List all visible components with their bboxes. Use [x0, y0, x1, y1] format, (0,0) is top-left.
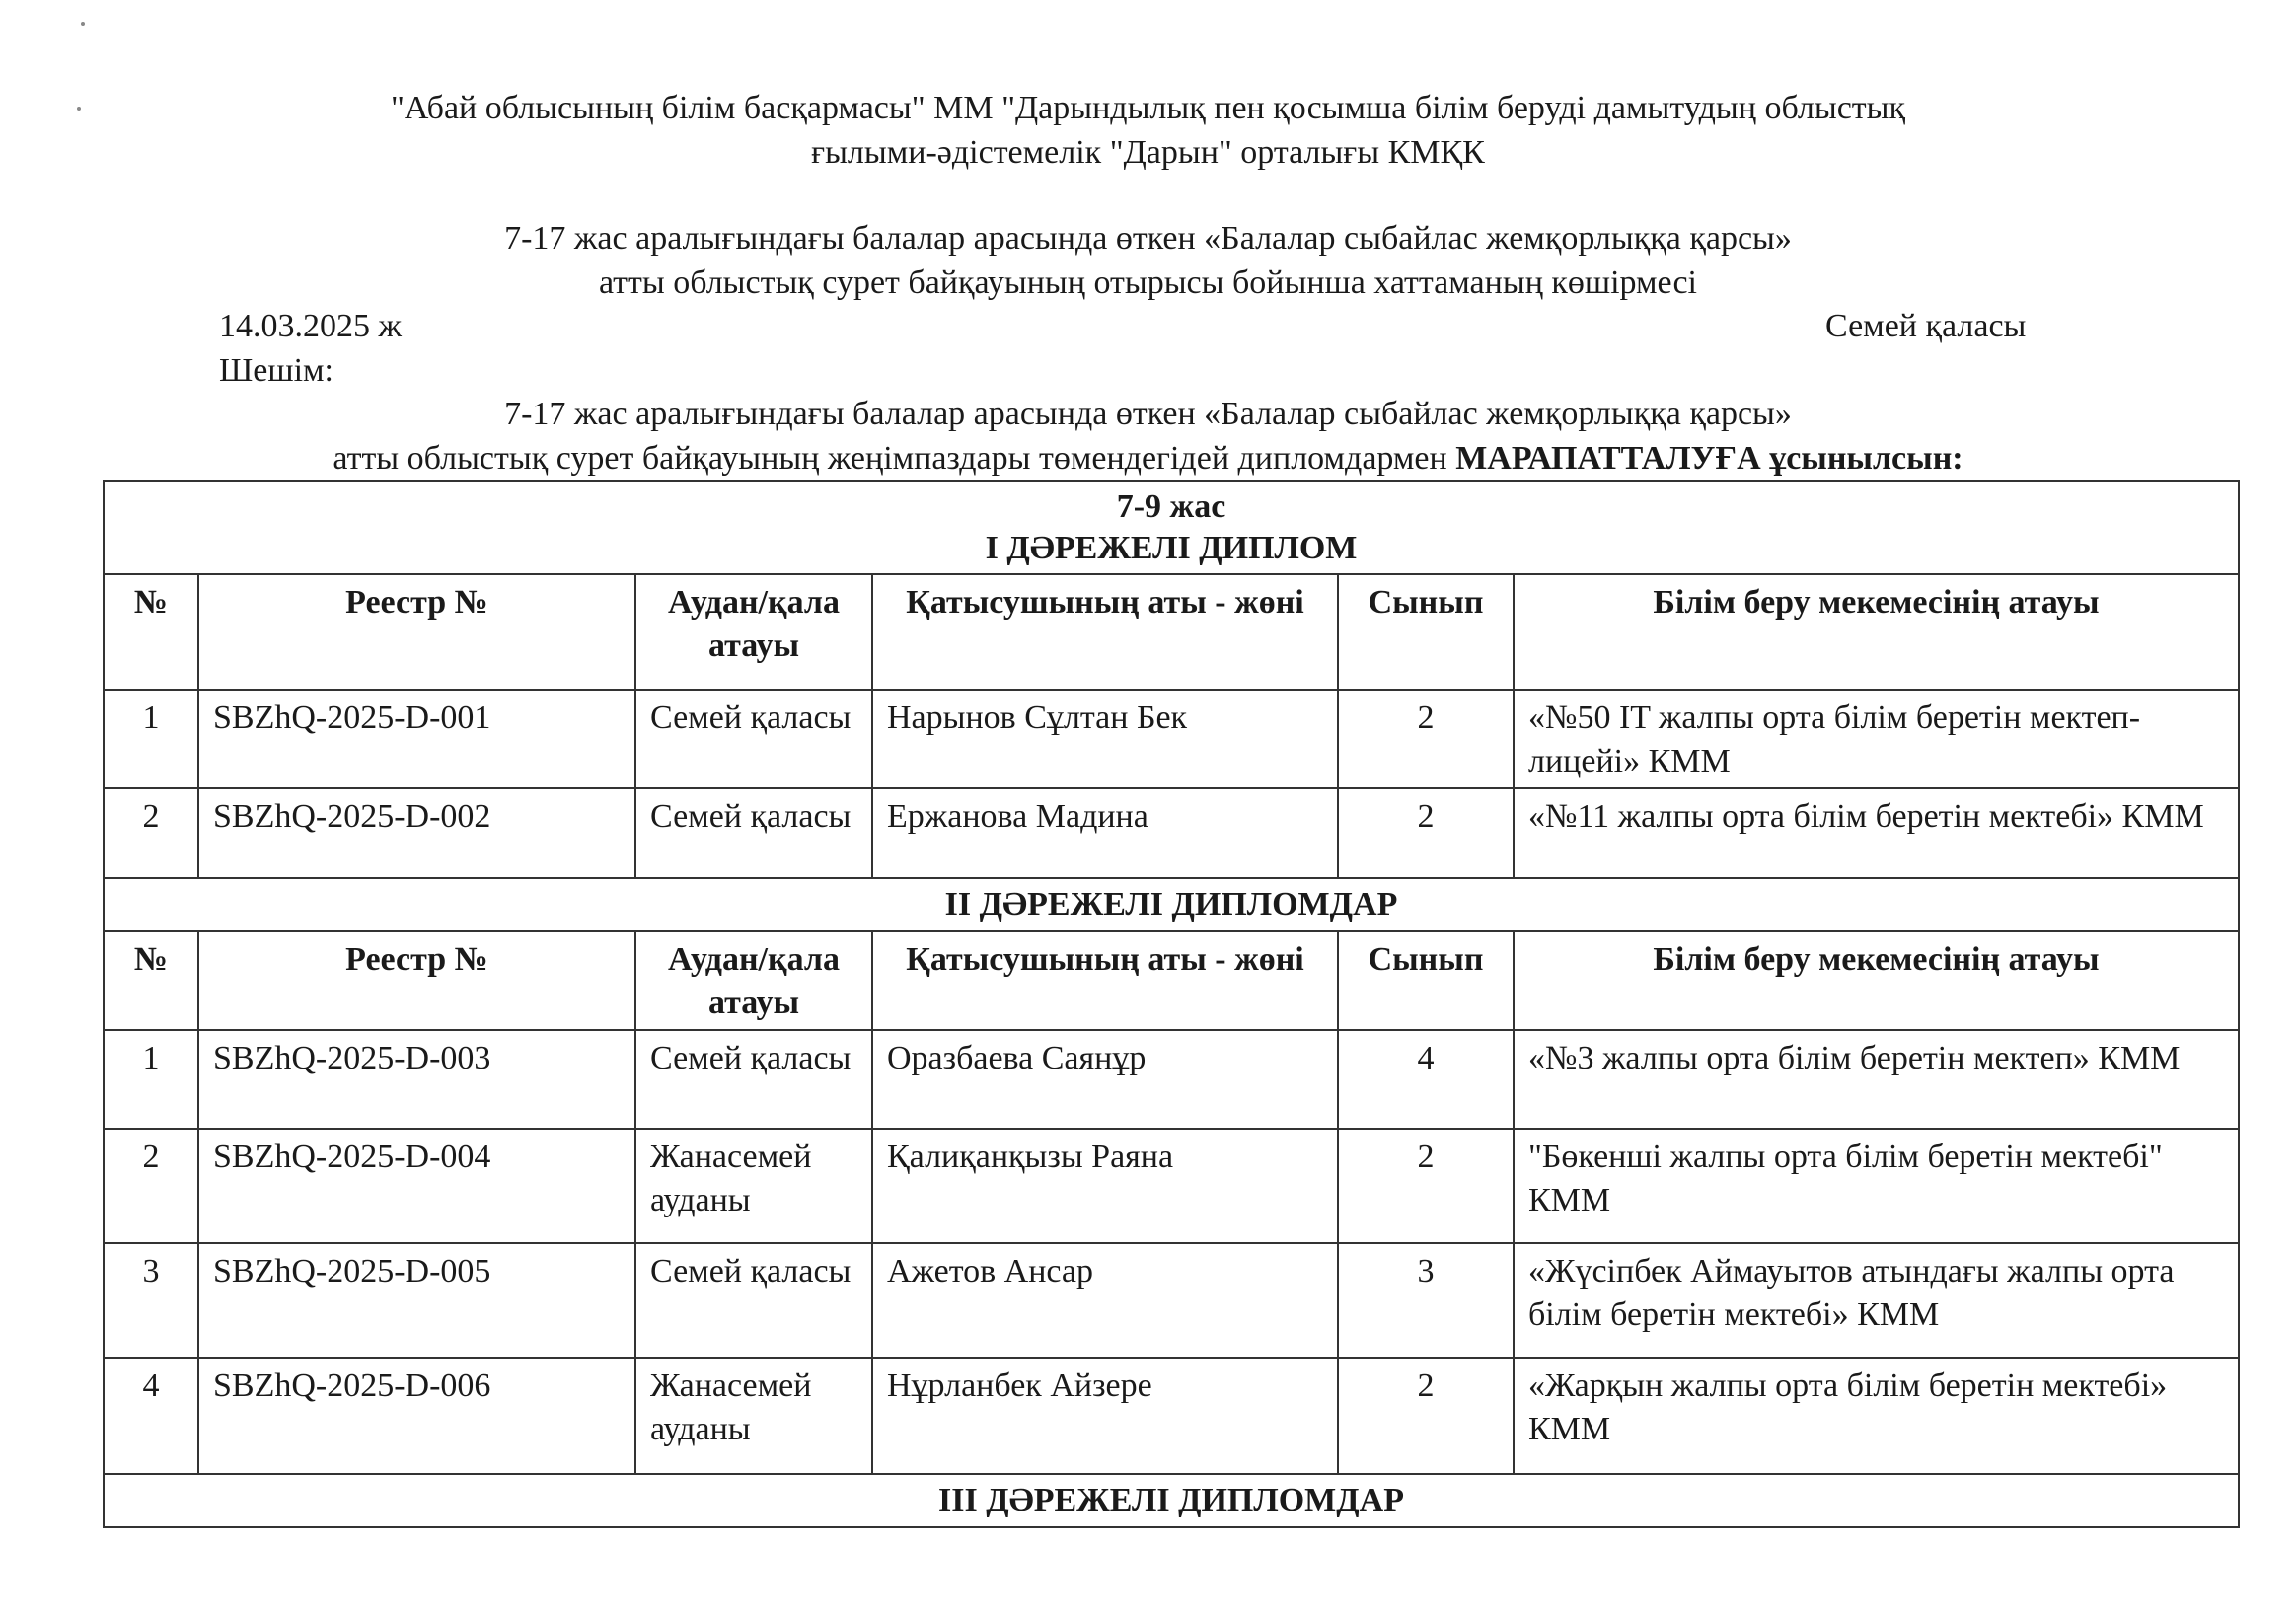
row-district: Семей қаласы: [635, 1030, 872, 1129]
header-line-6-prefix: атты облыстық сурет байқауының жеңімпаздары төмендегідей дипломдармен: [333, 440, 1456, 477]
row-num: 4: [104, 1358, 198, 1474]
row-registry: SBZhQ-2025-D-006: [198, 1358, 635, 1474]
header-line-6: [0, 439, 2296, 479]
row-participant: Қалиқанқызы Раяна: [872, 1129, 1338, 1243]
row-grade: 2: [1338, 1129, 1514, 1243]
section-title: ІІ ДӘРЕЖЕЛІ ДИПЛОМДАР: [104, 878, 2239, 931]
header-line-2: ғылыми-әдістемелік "Дарын" орталығы КМҚК: [811, 134, 1485, 171]
table-row: [104, 1358, 2239, 1474]
row-grade: 2: [1338, 788, 1514, 878]
header-line-5: 7-17 жас аралығындағы балалар арасында өткен «Балалар сыбайлас жемқорлыққа қарсы»: [504, 396, 1792, 432]
protocol-city: Семей қаласы: [1825, 308, 2027, 344]
row-district: Семей қаласы: [635, 788, 872, 878]
header-line-6-suffix: ұсынылсын:: [1760, 440, 1963, 477]
col-num-header: №: [104, 574, 198, 690]
row-school: «Жарқын жалпы орта білім беретін мектебі» КММ: [1514, 1358, 2239, 1474]
section-row: [104, 878, 2239, 931]
col-registry-header: Реестр №: [198, 574, 635, 690]
decision-label: Шешім:: [219, 352, 333, 389]
row-participant: Ержанова Мадина: [872, 788, 1338, 878]
col-registry-header: Реестр №: [198, 931, 635, 1030]
age-group-label: 7-9 жас: [1116, 488, 1226, 525]
row-registry: SBZhQ-2025-D-005: [198, 1243, 635, 1358]
table-row: [104, 690, 2239, 788]
row-num: 1: [104, 1030, 198, 1129]
section-title: ІІІ ДӘРЕЖЕЛІ ДИПЛОМДАР: [104, 1474, 2239, 1527]
row-school: «№3 жалпы орта білім беретін мектеп» КММ: [1514, 1030, 2239, 1129]
col-district-header: Аудан/қала атауы: [635, 574, 872, 690]
row-participant: Нарынов Сұлтан Бек: [872, 690, 1338, 788]
table-header-row: [104, 574, 2239, 690]
row-participant: Нұрланбек Айзере: [872, 1358, 1338, 1474]
row-grade: 3: [1338, 1243, 1514, 1358]
col-district-header: Аудан/қала атауы: [635, 931, 872, 1030]
protocol-date: 14.03.2025 ж: [219, 308, 402, 344]
table-row: [104, 1030, 2239, 1129]
row-num: 1: [104, 690, 198, 788]
row-district: Жанасемей ауданы: [635, 1358, 872, 1474]
row-registry: SBZhQ-2025-D-002: [198, 788, 635, 878]
row-school: «№11 жалпы орта білім беретін мектебі» КММ: [1514, 788, 2239, 878]
row-registry: SBZhQ-2025-D-003: [198, 1030, 635, 1129]
table-row: [104, 788, 2239, 878]
header-line-6-bold: МАРАПАТТАЛУҒА: [1455, 440, 1761, 477]
col-school-header: Білім беру мекемесінің атауы: [1514, 574, 2239, 690]
header-line-1: "Абай облысының білім басқармасы" ММ "Дарындылық пен қосымша білім беруді дамытудың облыстық: [390, 90, 1906, 126]
row-district: Жанасемей ауданы: [635, 1129, 872, 1243]
table-row: [104, 1243, 2239, 1358]
col-participant-header: Қатысушының аты - жөні: [872, 574, 1338, 690]
col-num-header: №: [104, 931, 198, 1030]
row-num: 2: [104, 1129, 198, 1243]
row-participant: Оразбаева Саянұр: [872, 1030, 1338, 1129]
table-row: [104, 1129, 2239, 1243]
row-school: «Жүсіпбек Аймауытов атындағы жалпы орта білім беретін мектебі» КММ: [1514, 1243, 2239, 1358]
col-school-header: Білім беру мекемесінің атауы: [1514, 931, 2239, 1030]
section-row: [104, 1474, 2239, 1527]
row-num: 2: [104, 788, 198, 878]
col-grade-header: Сынып: [1338, 931, 1514, 1030]
col-grade-header: Сынып: [1338, 574, 1514, 690]
row-district: Семей қаласы: [635, 1243, 872, 1358]
age-group-row: [104, 481, 2239, 574]
scan-speck: [81, 22, 85, 26]
row-grade: 4: [1338, 1030, 1514, 1129]
row-grade: 2: [1338, 690, 1514, 788]
awards-table: [103, 480, 2240, 1528]
header-line-4: атты облыстық сурет байқауының отырысы бойынша хаттаманың көшірмесі: [598, 264, 1698, 301]
header-line-3: 7-17 жас аралығындағы балалар арасында өткен «Балалар сыбайлас жемқорлыққа қарсы»: [504, 220, 1792, 257]
row-num: 3: [104, 1243, 198, 1358]
row-registry: SBZhQ-2025-D-004: [198, 1129, 635, 1243]
table-header-row: [104, 931, 2239, 1030]
col-participant-header: Қатысушының аты - жөні: [872, 931, 1338, 1030]
row-school: «№50 IT жалпы орта білім беретін мектеп-лицейі» КММ: [1514, 690, 2239, 788]
section-title: І ДӘРЕЖЕЛІ ДИПЛОМ: [985, 530, 1358, 566]
row-district: Семей қаласы: [635, 690, 872, 788]
row-registry: SBZhQ-2025-D-001: [198, 690, 635, 788]
row-school: "Бөкенші жалпы орта білім беретін мектебі" КММ: [1514, 1129, 2239, 1243]
row-participant: Ажетов Ансар: [872, 1243, 1338, 1358]
row-grade: 2: [1338, 1358, 1514, 1474]
age-group-cell: [104, 481, 2239, 574]
